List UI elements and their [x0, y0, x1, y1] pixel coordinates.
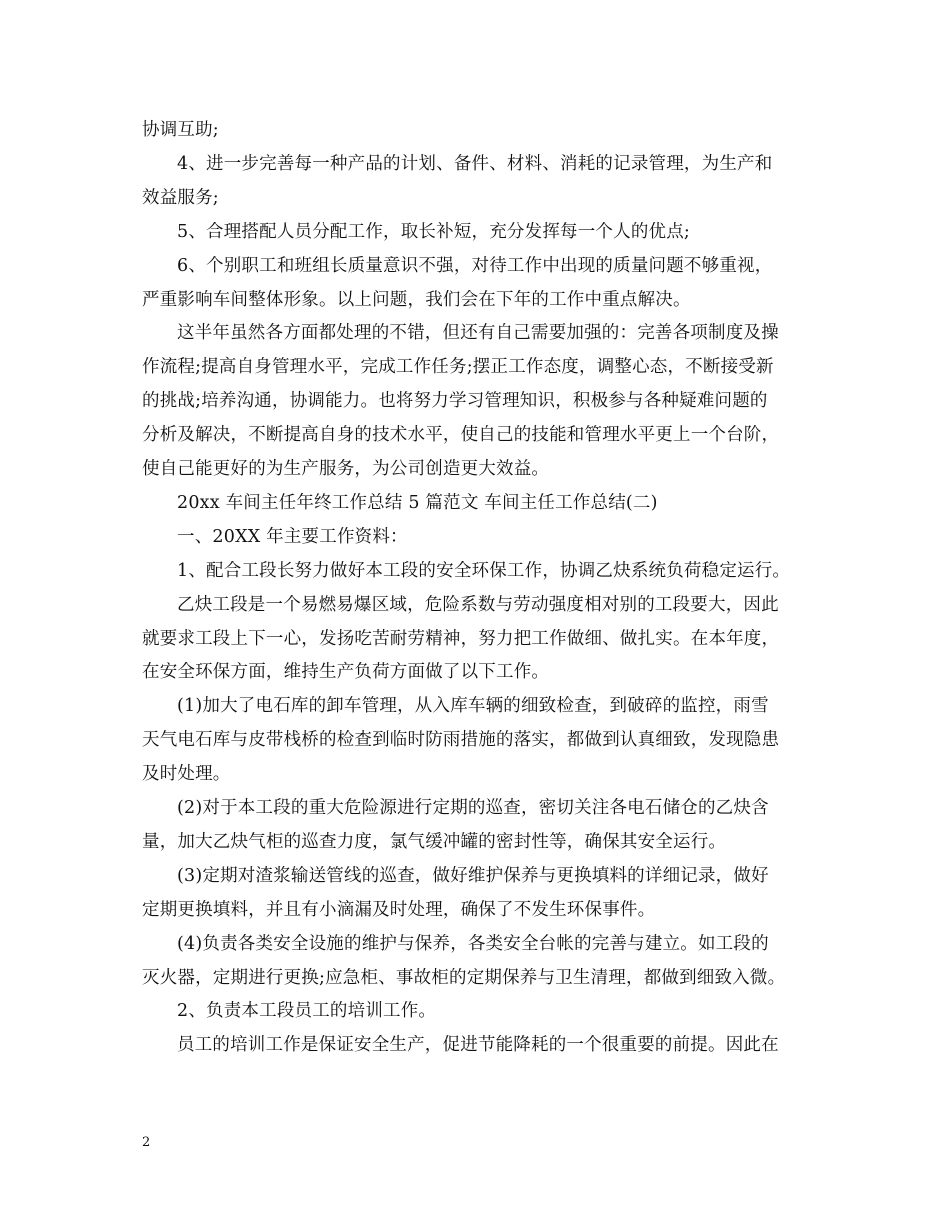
text-line: (4)负责各类安全设施的维护与保养，各类安全台帐的完善与建立。如工段的: [177, 933, 769, 954]
page-number: 2: [142, 1135, 151, 1150]
text-line: 乙炔工段是一个易燃易爆区域，危险系数与劳动强度相对别的工段要大，因此: [177, 594, 779, 615]
text-line: 在安全环保方面，维持生产负荷方面做了以下工作。: [142, 662, 550, 683]
text-line: 员工的培训工作是保证安全生产，促进节能降耗的一个很重要的前提。因此在: [177, 1035, 779, 1056]
text-line: (2)对于本工段的重大危险源进行定期的巡查，密切关注各电石储仓的乙炔含: [177, 798, 769, 818]
text-line: 分析及解决，不断提高自身的技术水平，使自己的技能和管理水平更上一个台阶，: [142, 425, 780, 446]
text-line: 使自己能更好的为生产服务，为公司创造更大效益。: [142, 459, 550, 479]
text-line: 1、配合工段长努力做好本工段的安全环保工作，协调乙炔系统负荷稳定运行。: [177, 560, 791, 581]
text-line: 效益服务;: [142, 187, 219, 208]
text-line: 4、进一步完善每一种产品的计划、备件、材料、消耗的记录管理，为生产和: [177, 153, 773, 174]
text-line: 灭火器，定期进行更换;应急柜、事故柜的定期保养与卫生清理，都做到细致入微。: [142, 967, 786, 988]
text-line: 5、合理搭配人员分配工作，取长补短，充分发挥每一个人的优点;: [177, 221, 691, 242]
text-line: 量，加大乙炔气柜的巡查力度，氯气缓冲罐的密封性等，确保其安全运行。: [142, 831, 727, 852]
text-line: 作流程;提高自身管理水平，完成工作任务;摆正工作态度，调整心态，不断接受新: [142, 357, 774, 378]
text-line: 这半年虽然各方面都处理的不错，但还有自己需要加强的：完善各项制度及操: [177, 323, 779, 344]
text-line: 20xx 车间主任年终工作总结 5 篇范文 车间主任工作总结(二): [177, 492, 658, 513]
text-line: 协调互助;: [142, 120, 219, 140]
text-line: 严重影响车间整体形象。以上问题，我们会在下年的工作中重点解决。: [142, 289, 691, 310]
text-line: 一、20XX 年主要工作资料：: [177, 526, 408, 547]
text-line: 的挑战;培养沟通，协调能力。也将努力学习管理知识，积极参与各种疑难问题的: [142, 391, 768, 412]
text-line: 6、个别职工和班组长质量意识不强，对待工作中出现的质量问题不够重视，: [177, 255, 773, 276]
text-line: 天气电石库与皮带栈桥的检查到临时防雨措施的落实，都做到认真细致，发现隐患: [142, 730, 780, 751]
text-line: 定期更换填料，并且有小滴漏及时处理，确保了不发生环保事件。: [142, 899, 656, 920]
text-line: (1)加大了电石库的卸车管理，从入库车辆的细致检查，到破碎的监控，雨雪: [177, 696, 769, 717]
text-line: 就要求工段上下一心，发扬吃苦耐劳精神，努力把工作做细、做扎实。在本年度，: [142, 628, 780, 649]
text-line: 及时处理。: [142, 764, 231, 785]
text-line: (3)定期对渣浆输送管线的巡查，做好维护保养与更换填料的详细记录，做好: [177, 865, 769, 886]
text-line: 2、负责本工段员工的培训工作。: [177, 1001, 437, 1022]
